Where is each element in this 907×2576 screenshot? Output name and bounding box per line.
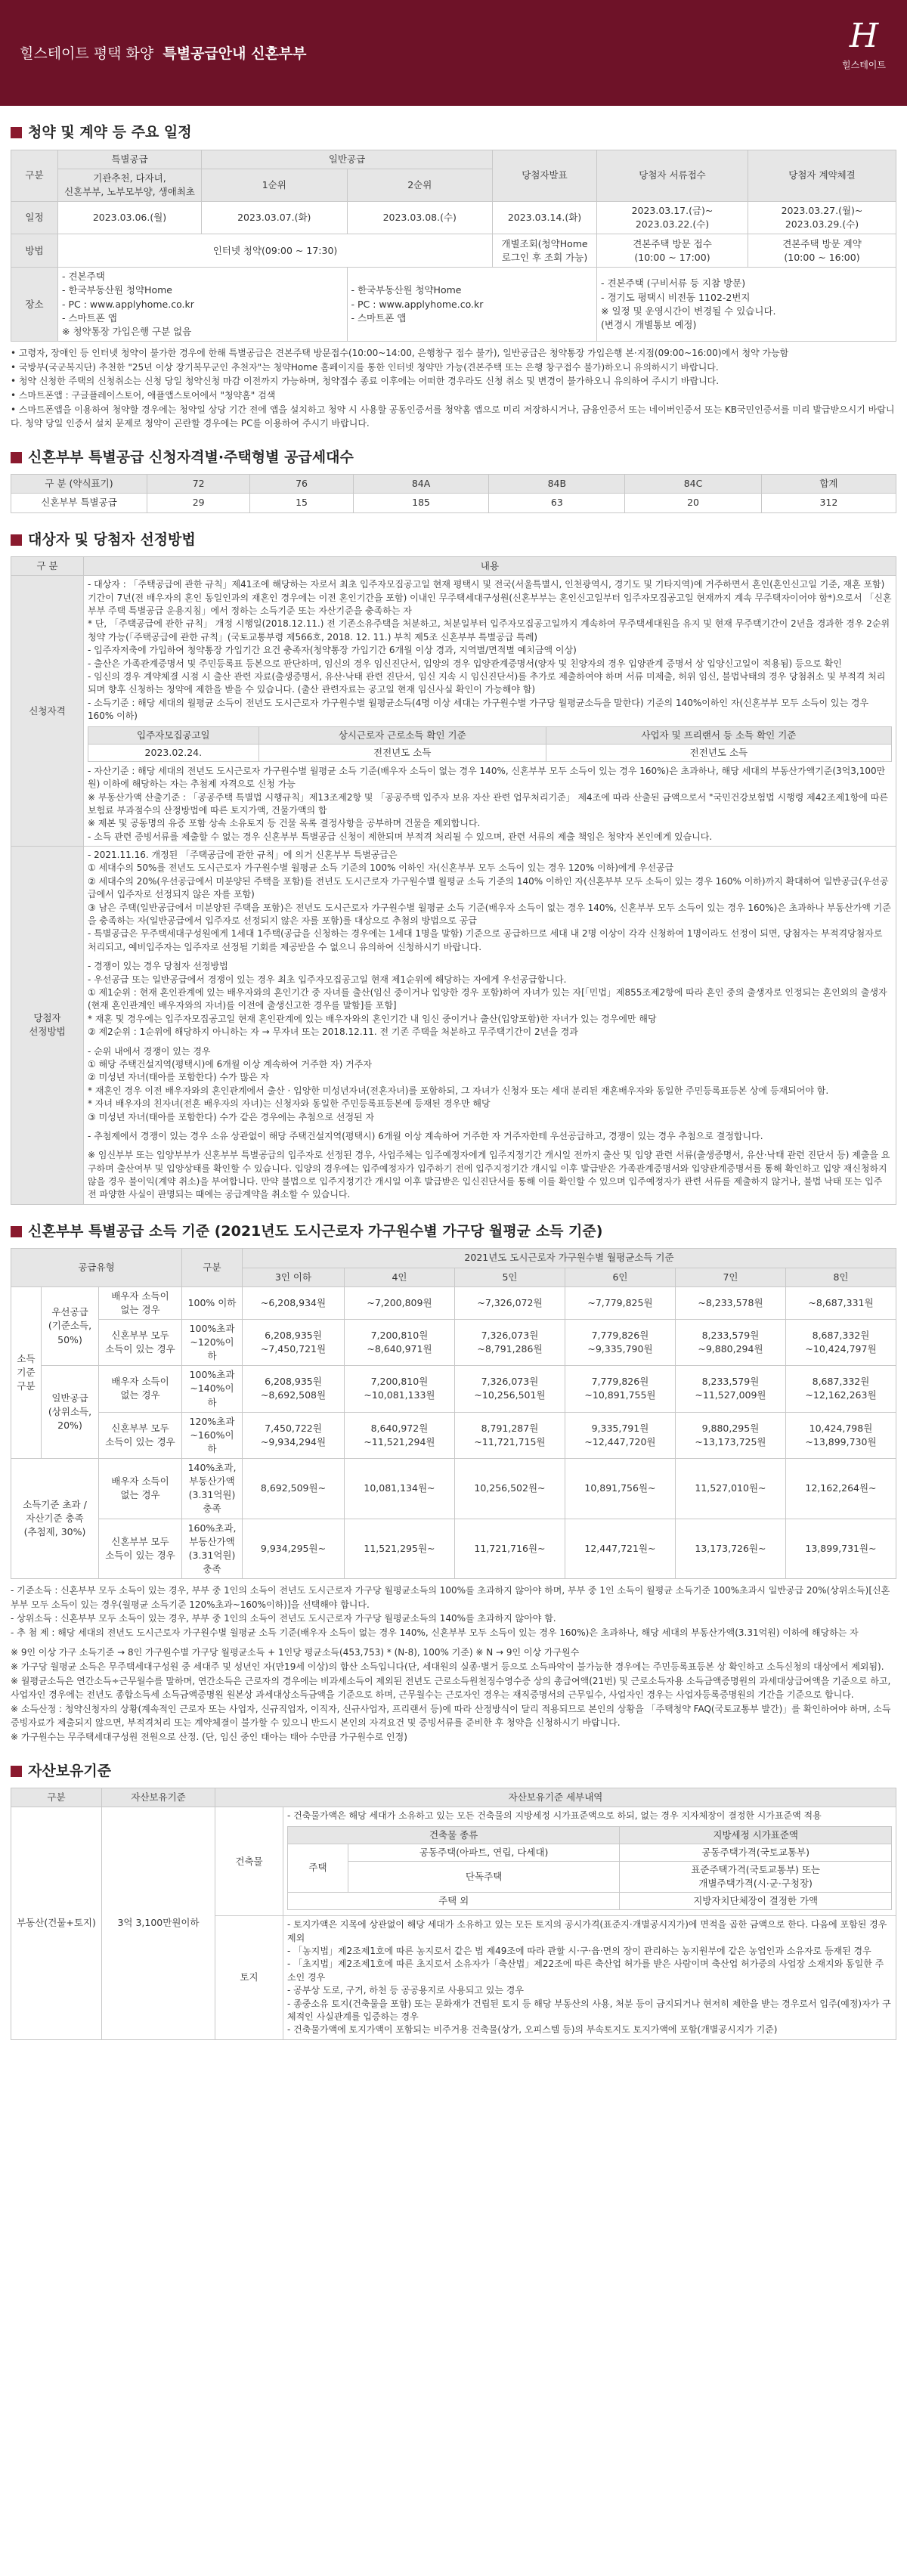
income-cell: 9,934,295원~ xyxy=(243,1519,345,1579)
supply-col-3: 84A xyxy=(353,475,489,494)
qualification-text: - 대상자 : 「주택공급에 관한 규칙」제41조에 해당하는 자로서 최초 입주자모집공고일 현재 평택시 및 전국(서울특별시, 인천광역시, 경기도 및 기타지역)에 거주하면서 혼인(혼인신고일 기준, 재혼 포함) 기간이 7년(전 배우자의 혼인 동일인과의 재혼인 경우에는 이전 혼인기간을 포함) 이내인 무주택세대구성원(신혼부부는 혼인신고일부터 입주자모집공고일 현재까지 계속 무주택자이어야 함*)으로서 「신혼부부 주택 특별공급 운용지침」에서 정하는 소득기준 또는 자산기준을 충족하는 자 * 단, 「주택공급에 관한 규칙」 개정 시행일(2018.12.11.) 전 기존소유주택을 처분하고, 처분일부터 입주자모집공고일까지 계속하여 무주택세대원을 유지 및 현재 무주택기간이 2년을 경과한 경우 2순위 청약 가능(「주택공급에 관한 규칙」(국토교통부령 제566호, 2018. 12. 11.) 부칙 제5조 신혼부부 특별공급 특례) - 입주자저축에 가입하여 청약통장 가입기간 요건 충족자(청약통장 가입기간 6개월 이상 경과, 지역별/면적별 예치금액 이상) - 출산은 가족관계증명서 및 주민등록표 등본으로 판단하며, 임신의 경우 임신진단서, 입양의 경우 입양관계증명서(양자 및 친양자의 경우 입양관계 증명서 상 입양신고일이 적용됨) 등으로 확인 - 임신의 경우 계약체결 시점 시 출산 관련 자료(출생증명서, 유산·낙태 관련 진단서, 임신 지속 시 임신진단서)를 추가로 제출하여야 하며 서류 미제출, 허위 임신, 불법낙태의 경우 당첨취소 및 부적격 처리되며 향후 신청하는 청약에 제한을 받을 수 있습니다. (출산 관련자료는 공고일 현재 임신사실 확인이 가능해야 함) - 소득기준 : 해당 세대의 월평균 소득이 전년도 도시근로자 가구원수별 월평균소득(4명 이상 세대는 가구원수별 가구당 월평균소득을 말한다) 기준의 140%이하인 자(신혼부부 모두 소득이 있는 경우 160% 이하) xyxy=(88,579,892,722)
top-banner xyxy=(0,0,907,106)
income-cell: 6,208,935원 ~7,450,721원 xyxy=(243,1319,345,1365)
qualification-text-2: - 자산기준 : 해당 세대의 전년도 도시근로자 가구원수별 월평균 소득 기준(배우자 소득이 없는 경우 140%, 신혼부부 모두 소득이 있는 경우 160%)은 초과하나, 해당 세대의 부동산가액기준(3억3,100만원) 이하에 해당하는 자는 추첨제 자격으로 신청 가능 ※ 부동산가액 산출기준 : 「공공주택 특별법 시행규칙」제13조제2항 및 「공공주택 입주자 보유 자산 관련 업무처리기준」 제4조에 따라 산출된 금액으로서 "국민건강보험법 시행령 제42조제1항에 따른 보험료 부과점수의 산정방법에 따른 토지가액, 건물가액의 합 ※ 제본 및 공동명의 유증 포함 상속 소유토지 등 건물 목록 결정사항을 공부하며 건물을 제외합니다. - 소득 관련 증빙서류를 제출할 수 없는 경우 신혼부부 특별공급 신청이 제한되며 부적격 처리될 수 있으며, 관련 서류의 제출 책임은 청약자 본인에게 있습니다. xyxy=(88,765,888,842)
row-who: 신혼부부 모두 소득이 있는 경우 xyxy=(99,1319,182,1365)
supply-total: 312 xyxy=(761,494,896,512)
row-who: 배우자 소득이 없는 경우 xyxy=(99,1366,182,1412)
income-cell: 13,899,731원~ xyxy=(785,1519,896,1579)
selection-text-2: - 경쟁이 있는 경우 당첨자 선정방법 - 우선공급 또는 일반공급에서 경쟁이 있는 경우 최초 입주자모집공고일 현재 제1순위에 해당하는 자에게 우선공급합니다. ① 제1순위 : 현재 혼인관계에 있는 배우자와의 혼인기간 중 자녀를 출산(임신 중이거나 입양한 경우 포함)하여 자녀가 있는 자[「민법」제855조제2항에 따라 혼인 중의 출생자로 인정되는 혼인외의 출생자(현재 혼인관계인 배우자와의 자녀)를 이전에 출생신고한 경우를 말함]를 포함] * 재혼 및 경우에는 입주자모집공고일 현재 혼인관계에 있는 배우자와의 혼인기간 내 임신 중이거나 출산(입양포함)한 자녀가 있는 경우에만 해당 ② 제2순위 : 1순위에 해당하지 아니하는 자 → 무자녀 또는 2018.12.11. 전 기존 주택을 처분하고 무주택기간이 2년을 경과 xyxy=(88,961,887,1038)
th-special: 특별공급 xyxy=(58,150,202,169)
label-lottery: 소득기준 초과 / 자산기준 충족 (추첨제, 30%) xyxy=(11,1459,99,1579)
section-title-assets: 자산보유기준 xyxy=(11,1761,907,1782)
income-cell: 8,687,332원 ~10,424,797원 xyxy=(785,1319,896,1365)
inner-td: 전전년도 소득 xyxy=(546,744,891,761)
income-cell: 13,173,726원~ xyxy=(675,1519,785,1579)
date-special: 2023.03.06.(월) xyxy=(58,201,202,234)
income-notes-2: ※ 9인 이상 가구 소득기준 → 8인 가구원수별 가구당 월평균소득 + 1인당 평균소득(453,753) * (N-8), 100% 기준) ※ N → 9인 이상 가구원수 ※ 가구당 월평균 소득은 무주택세대구성원 중 세대주 및 성년인 자(만19세 이상)의 합산 소득입니다(단, 세대원의 실종·별거 등으로 소득파악이 불가능한 경우에는 주민등록표등본 상 확인하고 소득신청의 대상에서 제외됨). ※ 월평균소득은 연간소득÷근무월수를 말하며, 연간소득은 근로자의 경우에는 비과세소득이 제외된 전년도 근로소득원천징수영수증 상의 총급여액(21번) 및 근로소득자용 소득금액증명원의 과세대상급여액을 기준으로 하고, 사업자인 경우에는 전년도 종합소득세 소득금액증명원 원본상 과세대상소득금액을 기준으로 하며, 근무월수는 근로자인 경우는 재직증명서의 근무일수, 사업자인 경우는 사업자등록증명원의 기간을 기준으로 합니다. ※ 소득산정 : 청약신청자의 상황(계속적인 근로자 또는 사업자, 신규직업자, 이직자, 신규사업자, 프리랜서 등)에 따라 산정방식이 달리 적용되므로 본인의 상황을 「주택청약 FAQ(국토교통부 발간)」를 확인하여야 하며, 소득증빙자료가 제출되지 않으면, 부적격처리 또는 계약체결이 불가할 수 있으니 반드시 본인의 자격요건 및 증빙서류를 준비한 후 청약을 신청하시기 바랍니다. ※ 가구원수는 무주택세대구성원 전원으로 산정. (단, 임신 중인 태아는 태아 수만큼 가구원수로 인정) xyxy=(11,1647,891,1742)
row-who: 배우자 소득이 없는 경우 xyxy=(99,1459,182,1519)
income-cell: 7,326,073원 ~10,256,501원 xyxy=(454,1366,565,1412)
schedule-notes: • 고령자, 장애인 등 인터넷 청약이 불가한 경우에 한해 특별공급은 견본주택 방문접수(10:00~14:00, 은행창구 접수 불가), 일반공급은 청약통장 가입은행 본·지점(09:00~16:00)에서 청약 가능함 • 국방부(국군복지단) 추천한 "25년 이상 장기복무군인 추천자"는 청약Home 홈페이지를 통한 인터넷 청약만 가능(견본주택 또는 은행 창구접수 불가)하오니 유의하시기 바랍니다. • 청약 신청한 주택의 신청취소는 신청 당일 청약신청 마감 이전까지 가능하며, 청약접수 종료 이후에는 어떠한 경우라도 신청 취소 및 변경이 불가하오니 유의하여 주시기 바랍니다. • 스마트폰앱 : 구글플레이스토어, 애플앱스토어에서 "청약홈" 검색 • 스마트폰앱을 이용하여 청약할 경우에는 청약일 상당 기간 전에 앱을 설치하고 청약 시 사용할 공동인증서를 청약홈 앱으로 미리 저장하시거나, 금융인증서 또는 네이버인증서 또는 KB국민인증서를 미리 발급받으시기 바랍니다. 청약 당일 인증서 설치 문제로 청약이 곤란할 경우에는 PC를 이용하여 주시기 바랍니다. xyxy=(11,348,895,429)
income-cell: ~8,233,578원 xyxy=(675,1286,785,1319)
selection-text-4: - 추첨제에서 경쟁이 있는 경우 소유 상관없이 해당 주택건설지역(평택시) 6개월 이상 계속하여 거주한 자 거주자한테 우선공급하고, 경쟁이 있는 경우 추첨으로 결정합니다. xyxy=(88,1130,763,1141)
supply-cell: 29 xyxy=(147,494,250,512)
th-rank1: 1순위 xyxy=(202,169,348,201)
inner-td: 지방자치단체장이 결정한 가액 xyxy=(620,1893,892,1910)
inner-th: 상시근로자 근로소득 확인 기준 xyxy=(258,726,546,744)
page-heading xyxy=(20,44,307,65)
income-cell: 9,335,791원 ~12,447,720원 xyxy=(565,1412,675,1458)
income-cell: ~7,779,825원 xyxy=(565,1286,675,1319)
th-type: 공급유형 xyxy=(11,1249,182,1286)
income-cell: 8,687,332원 ~12,162,263원 xyxy=(785,1366,896,1412)
supply-col-6: 합계 xyxy=(761,475,896,494)
income-cell: 7,200,810원 ~10,081,133원 xyxy=(344,1366,454,1412)
income-basis-table xyxy=(88,726,892,762)
date-rank2: 2023.03.08.(수) xyxy=(347,201,493,234)
income-cell: 7,200,810원 ~8,640,971원 xyxy=(344,1319,454,1365)
income-notes-1: - 기준소득 : 신혼부부 모두 소득이 있는 경우, 부부 중 1인의 소득이 전년도 도시근로자 가구당 월평균소득의 100%를 초과하지 않아야 하며, 부부 중 1인 소득이 월평균 소득기준 100%초과시 일반공급 20%(상위소득)[신혼부부 모두 소득이 있는 경우(월평균 소득기준 120%초과~160%이하)]을 선택해야 합니다. - 상위소득 : 신혼부부 모두 소득이 있는 경우, 부부 중 1인의 소득이 전년도 도시근로자 가구당 월평균소득의 140%를 초과하지 않아야 함. - 추 첨 제 : 해당 세대의 전년도 도시근로자 가구원수별 월평균 소득 기준(배우자 소득이 없는 경우 140%, 신혼부부 모두 소득이 있는 경우 160%)은 초과하나, 해당 세대의 부동산가액(3.31억원) 이하에 해당하는 자 xyxy=(11,1585,890,1638)
row-pct: 140%초과, 부동산가액 (3.31억원) 충족 xyxy=(182,1459,243,1519)
section-title-schedule: 청약 및 계약 등 주요 일정 xyxy=(11,122,907,144)
selection-text-5: ※ 임신부부 또는 입양부부가 신혼부부 특별공급의 입주자로 선정된 경우, 사업주체는 입주예정자에게 입주지정기간 개시일 전까지 출산 및 입양 관련 서류(출생증명서, 유산·낙태 관련 진단서 등) 제출을 요구하며 출산여부 및 입양상태를 확인할 수 있습니다. 입양의 경우에는 입주예정자가 입주하기 전에 입주지정기간 개시일 이후 발급받은 가족관계증명서와 입양관계증명서를 통해 확인하고 입양 재신청하지 않을 경우 불이익(계약 취소)을 부여합니다. 만약 불법으로 입주지정기간 개시일 이후 발급받은 입신진단서를 통해 이를 확인할 수 있으며 입주예정자가 관련 서류를 제출하지 않거나, 불법 낙태 또는 입주 전 파양한 사실이 판명되는 때에는 공급계약을 취소할 수 있습니다. xyxy=(88,1150,890,1200)
income-cell: 9,880,295원 ~13,173,725원 xyxy=(675,1412,785,1458)
page-title: 특별공급안내 신혼부부 xyxy=(163,45,307,62)
inner-td: 공동주택가격(국토교통부) xyxy=(620,1844,892,1861)
selection-text-1: - 2021.11.16. 개정된 「주택공급에 관한 규칙」에 의거 신혼부부 특별공급은 ① 세대수의 50%를 전년도 도시근로자 가구원수별 월평균 소득 기준의 100% 이하인 자(신혼부부 모두 소득이 있는 경우 120% 이하)에게 우선공급 ② 세대수의 20%(우선공급에서 미분양된 주택을 포함)를 전년도 도시근로자 가구원수별 월평균 소득 기준의 140% 이하인 자(신혼부부 모두 소득이 있는 경우 160% 이하)까지 확대하여 일반공급(우선공급에서 입주자로 선정되지 않은 자를 포함) ③ 남은 주택(일반공급에서 미분양된 주택을 포함)은 전년도 도시근로자 가구원수별 월평균 소득 기준(배우자 소득이 없는 경우 140%, 신혼부부 모두 소득이 있는 경우 160%)은 초과하나 부동산가액 기준을 충족하는 자(일반공급에서 입주자로 선정되지 않은 자를 포함)를 대상으로 추첨의 방법으로 공급 - 특별공급은 무주택세대구성원에게 1세대 1주택(공급을 신청하는 경우에는 1세대 1명을 말함) 기준으로 공급하므로 세대 내 2명 이상이 각각 신청하여 1명이라도 선정이 되면, 당첨자는 부적격당첨자로 처리되고, 예비입주자는 입주자로 선정될 기회를 제공받을 수 없으니 유의하여 신청하시기 바랍니다. xyxy=(88,850,891,952)
th-col: 4인 xyxy=(344,1268,454,1286)
date-rank1: 2023.03.07.(화) xyxy=(202,201,348,234)
th-gubun: 구분 xyxy=(182,1249,243,1286)
label-priority: 우선공급 (기준소득, 50%) xyxy=(42,1286,99,1366)
income-cell: 12,447,721원~ xyxy=(565,1519,675,1579)
supply-col-0: 구 분 (약식표기) xyxy=(11,475,147,494)
inner-th: 지방세정 시가표준액 xyxy=(620,1826,892,1844)
row-who: 배우자 소득이 없는 경우 xyxy=(99,1286,182,1319)
inner-th: 입주자모집공고일 xyxy=(88,726,259,744)
income-cell: ~6,208,934원 xyxy=(243,1286,345,1319)
th-gubun: 구분 xyxy=(11,150,58,201)
th-col: 6인 xyxy=(565,1268,675,1286)
income-cell: 12,162,264원~ xyxy=(785,1459,896,1519)
th-group: 2021년도 도시근로자 가구원수별 월평균소득 기준 xyxy=(243,1249,896,1268)
square-bullet-icon xyxy=(11,1226,22,1237)
site-name: 힐스테이트 평택 화양 xyxy=(20,45,154,62)
th-col: 3인 이하 xyxy=(243,1268,345,1286)
row-pct: 120%초과 ~160%이하 xyxy=(182,1412,243,1458)
income-cell: 8,640,972원 ~11,521,294원 xyxy=(344,1412,454,1458)
place-special: - 견본주택 - 한국부동산원 청약Home - PC : www.applyhome.co.kr - 스마트폰 앱 ※ 청약통장 가입은행 구분 없음 xyxy=(58,268,348,342)
label-house: 주택 xyxy=(288,1844,348,1892)
label-building: 건축물 xyxy=(215,1807,283,1916)
logo-mark: H xyxy=(849,17,879,55)
square-bullet-icon xyxy=(11,452,22,463)
inner-td: 전전년도 소득 xyxy=(258,744,546,761)
row-pct: 100%초과 ~120%이하 xyxy=(182,1319,243,1365)
th-gubun: 구분 xyxy=(11,1788,102,1807)
date-contract: 2023.03.27.(월)~ 2023.03.29.(수) xyxy=(748,201,896,234)
date-winners: 2023.03.14.(화) xyxy=(493,201,597,234)
section-title-selection: 대상자 및 당첨자 선정방법 xyxy=(11,530,907,551)
assets-table xyxy=(11,1788,896,2040)
building-content xyxy=(283,1807,896,1916)
square-bullet-icon xyxy=(11,534,22,546)
th-col: 5인 xyxy=(454,1268,565,1286)
supply-row-label: 신혼부부 특별공급 xyxy=(11,494,147,512)
th-rank2: 2순위 xyxy=(347,169,493,201)
income-cell: ~7,326,072원 xyxy=(454,1286,565,1319)
method-contract: 견본주택 방문 계약 (10:00 ~ 16:00) xyxy=(748,234,896,268)
row-pct: 100%초과 ~140%이하 xyxy=(182,1366,243,1412)
income-cell: 10,891,756원~ xyxy=(565,1459,675,1519)
income-cell: 10,424,798원 ~13,899,730원 xyxy=(785,1412,896,1458)
label-selection: 당첨자 선정방법 xyxy=(11,847,84,1205)
row-who: 신혼부부 모두 소득이 있는 경우 xyxy=(99,1519,182,1579)
income-cell: 11,721,716원~ xyxy=(454,1519,565,1579)
row-who: 신혼부부 모두 소득이 있는 경우 xyxy=(99,1412,182,1458)
inner-td: 공동주택(아파트, 연립, 다세대) xyxy=(348,1844,620,1861)
inner-td: 2023.02.24. xyxy=(88,744,259,761)
income-cell: 11,521,295원~ xyxy=(344,1519,454,1579)
supply-col-2: 76 xyxy=(250,475,353,494)
supply-cell: 63 xyxy=(489,494,625,512)
row-label-place: 장소 xyxy=(11,268,58,342)
place-general: - 한국부동산원 청약Home - PC : www.applyhome.co.kr - 스마트폰 앱 xyxy=(347,268,597,342)
supply-table xyxy=(11,474,896,512)
logo-text: 힐스테이트 xyxy=(842,60,886,70)
income-cell: 8,791,287원 ~11,721,715원 xyxy=(454,1412,565,1458)
th-winners: 당첨자발표 xyxy=(493,150,597,201)
income-cell: 10,256,502원~ xyxy=(454,1459,565,1519)
income-cell: 7,326,073원 ~8,791,286원 xyxy=(454,1319,565,1365)
row-pct: 100% 이하 xyxy=(182,1286,243,1319)
label-realestate: 부동산(건물+토지) xyxy=(11,1807,102,2040)
asset-standard: 3억 3,100만원이하 xyxy=(102,1807,215,2040)
th-std: 자산보유기준 xyxy=(102,1788,215,1807)
section-title-income: 신혼부부 특별공급 소득 기준 (2021년도 도시근로자 가구원수별 가구당 월평균 소득 기준) xyxy=(11,1221,907,1243)
building-table xyxy=(287,1826,892,1911)
income-cell: ~7,200,809원 xyxy=(344,1286,454,1319)
selection-table xyxy=(11,556,896,1205)
supply-cell: 185 xyxy=(353,494,489,512)
income-cell: 8,692,509원~ xyxy=(243,1459,345,1519)
building-intro: - 건축물가액은 해당 세대가 소유하고 있는 모든 건축물의 지방세정 시가표준액으로 하되, 없는 경우 지자체장이 결정한 시가표준액 적용 xyxy=(287,1810,822,1822)
th-special-sub: 기관추천, 다자녀, 신혼부부, 노부모부양, 생애최초 xyxy=(58,169,202,201)
th-contract: 당첨자 계약체결 xyxy=(748,150,896,201)
supply-cell: 20 xyxy=(625,494,762,512)
income-cell: 7,450,722원 ~9,934,294원 xyxy=(243,1412,345,1458)
supply-col-5: 84C xyxy=(625,475,762,494)
income-cell: 8,233,579원 ~11,527,009원 xyxy=(675,1366,785,1412)
land-content: - 토지가액은 지목에 상관없이 해당 세대가 소유하고 있는 모든 토지의 공시가격(표준지·개별공시지가)에 면적을 곱한 금액으로 한다. 다음에 포함된 경우 제외 - 「농지법」제2조제1호에 따른 농지로서 같은 법 제49조에 따라 관할 시·구·읍·면의 장이 관리하는 농지원부에 같은 농업인과 소유자로 등재된 경우 - 「초지법」제2조제1호에 따른 초지로서 소유자가「축산법」제22조에 따른 축산업 허가를 받은 사람이며 축산업 허가증의 사업장 소재지와 동일한 주소인 경우 - 공부상 도로, 구거, 하천 등 공공용지로 사용되고 있는 경우 - 종중소유 토지(건축물을 포함) 또는 문화재가 건립된 토지 등 해당 부동산의 사용, 처분 등이 금지되거나 현저히 제한을 받는 경우로서 입주(예정)자가 구체적인 사실관계를 입증하는 경우 - 건축물가액에 토지가액이 포함되는 비주거용 건축물(상가, 오피스텔 등)의 부속토지도 토지가액에 포함(개별공시지가 기준) xyxy=(283,1916,896,2040)
income-cell: 7,779,826원 ~10,891,755원 xyxy=(565,1366,675,1412)
inner-td: 주택 외 xyxy=(288,1893,620,1910)
supply-col-1: 72 xyxy=(147,475,250,494)
row-label-schedule: 일정 xyxy=(11,201,58,234)
th-docs: 당첨자 서류접수 xyxy=(597,150,748,201)
qualification-content xyxy=(84,576,896,847)
schedule-table xyxy=(11,150,896,342)
income-cell: ~8,687,331원 xyxy=(785,1286,896,1319)
method-docs: 견본주택 방문 접수 (10:00 ~ 17:00) xyxy=(597,234,748,268)
square-bullet-icon xyxy=(11,127,22,138)
th-col: 7인 xyxy=(675,1268,785,1286)
inner-th: 건축물 종류 xyxy=(288,1826,620,1844)
brand-logo xyxy=(837,14,890,89)
label-land: 토지 xyxy=(215,1916,283,2040)
section-title-supply: 신혼부부 특별공급 신청자격별·주택형별 공급세대수 xyxy=(11,447,907,469)
method-winners: 개별조회(청약Home 로그인 후 조회 가능) xyxy=(493,234,597,268)
label-general: 일반공급 (상위소득, 20%) xyxy=(42,1366,99,1459)
selection-content xyxy=(84,847,896,1205)
income-cell: 11,527,010원~ xyxy=(675,1459,785,1519)
inner-td: 단독주택 xyxy=(348,1861,620,1892)
method-apply: 인터넷 청약(09:00 ~ 17:30) xyxy=(58,234,493,268)
income-table xyxy=(11,1248,896,1579)
income-cell: 6,208,935원 ~8,692,508원 xyxy=(243,1366,345,1412)
square-bullet-icon xyxy=(11,1766,22,1777)
income-cell: 7,779,826원 ~9,335,790원 xyxy=(565,1319,675,1365)
row-label-method: 방법 xyxy=(11,234,58,268)
label-income: 소득 기준 구분 xyxy=(11,1286,42,1458)
income-cell: 8,233,579원 ~9,880,294원 xyxy=(675,1319,785,1365)
th-detail: 자산보유기준 세부내역 xyxy=(215,1788,896,1807)
place-modelhouse: - 견본주택 (구비서류 등 지참 방문) - 경기도 평택시 비전동 1102-2번지 ※ 일정 및 운영시간이 변경될 수 있습니다. (변경시 개별통보 예정) xyxy=(597,268,896,342)
th-col: 8인 xyxy=(785,1268,896,1286)
supply-col-4: 84B xyxy=(489,475,625,494)
label-qualification: 신청자격 xyxy=(11,576,84,847)
th-gubun: 구 분 xyxy=(11,557,84,576)
selection-text-3: - 순위 내에서 경쟁이 있는 경우 ① 해당 주택건설지역(평택시)에 6개월 이상 계속하여 거주한 자) 거주자 ② 미성년 자녀(태아를 포함한다) 수가 많은 자 * 재혼인 경우 이전 배우자와의 혼인관계에서 출산 · 입양한 미성년자녀(전혼자녀)를 포함하되, 그 자녀가 신청자 또는 세대 분리된 재혼배우자와 동일한 주민등록표등본 상에 등재되어야 함. * 자녀 배우자의 친자녀(전혼 배우자의 자녀)는 신청자와 동일한 주민등록표등본에 등재된 경우만 해당 ③ 미성년 자녀(태아를 포함한다) 수가 같은 경우에는 추첨으로 선정된 자 xyxy=(88,1045,829,1122)
date-docs: 2023.03.17.(금)~ 2023.03.22.(수) xyxy=(597,201,748,234)
th-content: 내용 xyxy=(84,557,896,576)
inner-td: 표준주택가격(국토교통부) 또는 개별주택가격(시·군·구청장) xyxy=(620,1861,892,1892)
row-pct: 160%초과, 부동산가액 (3.31억원) 충족 xyxy=(182,1519,243,1579)
inner-th: 사업자 및 프리랜서 등 소득 확인 기준 xyxy=(546,726,891,744)
income-cell: 10,081,134원~ xyxy=(344,1459,454,1519)
supply-cell: 15 xyxy=(250,494,353,512)
th-general: 일반공급 xyxy=(202,150,493,169)
